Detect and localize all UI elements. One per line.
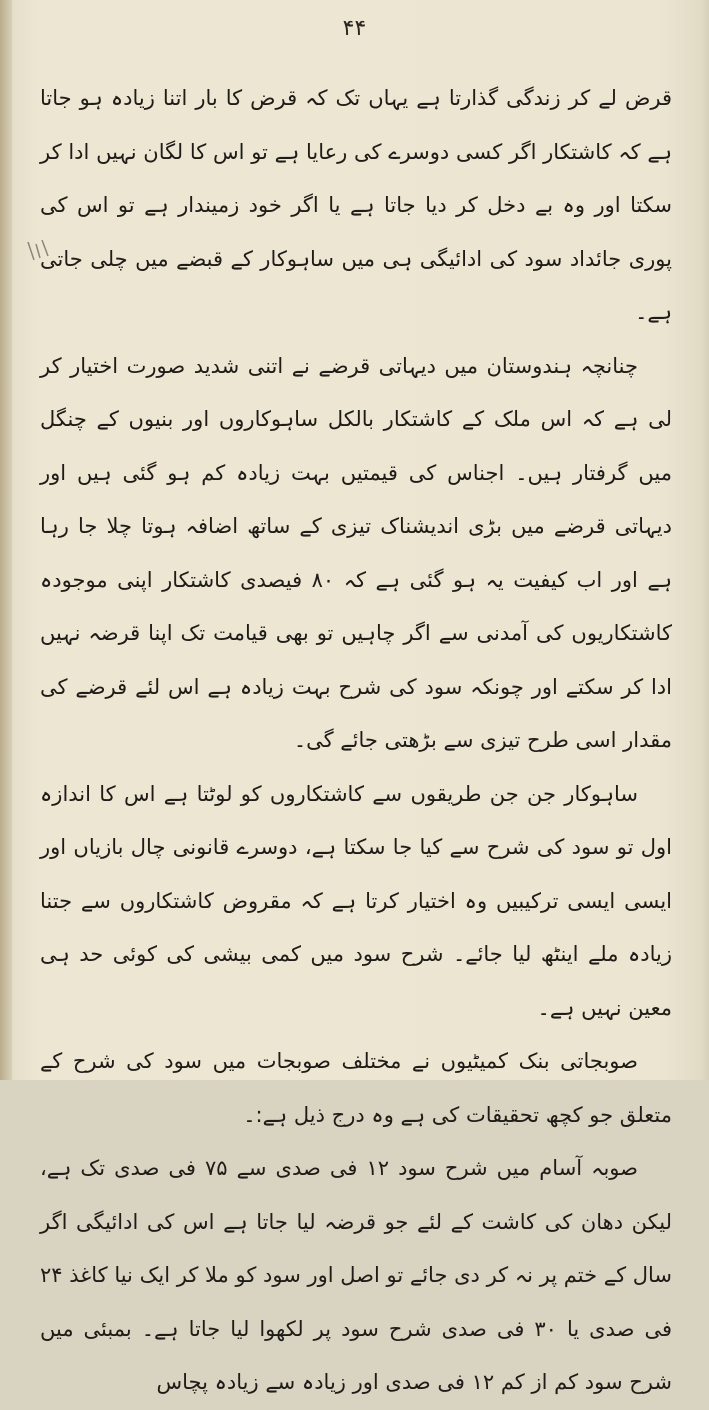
page-binding-edge <box>0 0 12 1080</box>
page-number: ۴۴ <box>342 16 367 41</box>
paragraph-4: صوبجاتی بنک کمیٹیوں نے مختلف صوبجات میں سود کی شرح کے متعلق جو کچھ تحقیقات کی ہے وہ درج ذیل ہے:۔ <box>40 1049 672 1127</box>
urdu-text-block <box>40 72 672 1410</box>
paragraph-3: ساہوکار جن جن طریقوں سے کاشتکاروں کو لوٹتا ہے اس کا اندازہ اول تو سود کی شرح سے کیا جا سکتا ہے، دوسرے قانونی چال بازیاں اور ایسی ایسی ترکیبیں وہ اختیار کرتا ہے کہ مقروض کاشتکاروں سے جتنا زیادہ ملے اینٹھ لیا جائے۔ شرح سود میں کمی بیشی کی کوئی حد ہی معین نہیں ہے۔ <box>40 781 672 1020</box>
paragraph-5: صوبہ آسام میں شرح سود ۱۲ فی صدی سے ۷۵ فی صدی تک ہے، لیکن دھان کی کاشت کے لئے جو قرضہ لیا جاتا ہے اس کی ادائیگی اگر سال کے ختم پر نہ کر دی جائے تو اصل اور سود کو ملا کر ایک نیا کاغذ ۲۴ فی صدی یا ۳۰ فی صدی شرح سود پر لکھوا لیا جاتا ہے۔ بمبئی میں شرح سود کم از کم ۱۲ فی صدی اور زیادہ سے زیادہ پچاس <box>40 1156 672 1394</box>
paragraph-1: قرض لے کر زندگی گذارتا ہے یہاں تک کہ قرض کا بار اتنا زیادہ ہو جاتا ہے کہ کاشتکار اگر کسی دوسرے کی رعایا ہے تو اس کا لگان نہیں ادا کر سکتا اور وہ بے دخل کر دیا جاتا ہے یا اگر خود زمیندار ہے تو اس کی پوری جائداد سود کی ادائیگی ہی میں ساہوکار کے قبضے میں چلی جاتی ہے۔ <box>40 86 672 324</box>
paragraph-2: چنانچہ ہندوستان میں دیہاتی قرضے نے اتنی شدید صورت اختیار کر لی ہے کہ اس ملک کے کاشتکار بالکل ساہوکاروں اور بنیوں کے چنگل میں گرفتار ہیں۔ اجناس کی قیمتیں بہت زیادہ کم ہو گئی ہیں اور دیہاتی قرضے میں بڑی اندیشناک تیزی کے ساتھ اضافہ ہوتا چلا جا رہا ہے اور اب کیفیت یہ ہو گئی ہے کہ ۸۰ فیصدی کاشتکار اپنی موجودہ کاشتکاریوں کی آمدنی سے اگر چاہیں تو بھی قیامت تک اپنا قرضہ نہیں ادا کر سکتے اور چونکہ سود کی شرح بہت زیادہ ہے اس لئے قرضے کی مقدار اسی طرح تیزی سے بڑھتی جائے گی۔ <box>40 353 672 752</box>
